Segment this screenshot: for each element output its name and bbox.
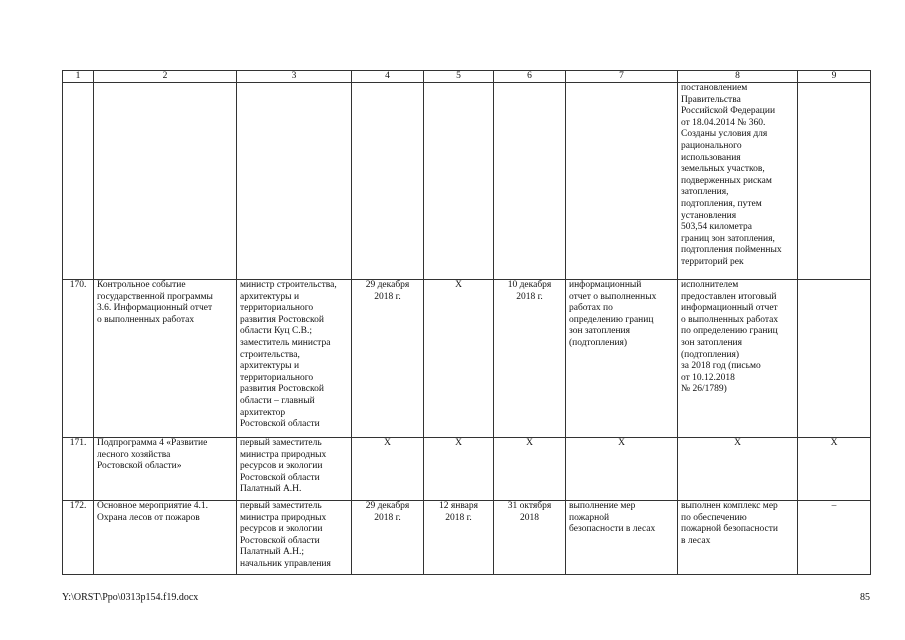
planned-date-cell: 29 декабря 2018 г. bbox=[352, 501, 424, 575]
reason-cell: Х bbox=[798, 438, 871, 501]
responsible-cell: первый заместитель министра природных ресурсов и экологии Ростовской области Палатный А.Н. bbox=[237, 438, 352, 501]
reason-cell bbox=[798, 280, 871, 438]
column-number: 3 bbox=[237, 71, 352, 83]
event-name-cell: Подпрограмма 4 «Развитие лесного хозяйства Ростовской области» bbox=[94, 438, 237, 501]
reason-cell bbox=[798, 83, 871, 280]
start-date-cell: Х bbox=[424, 438, 494, 501]
file-path: Y:\ORST\Ppo\0313p154.f19.docx bbox=[62, 592, 199, 603]
actual-result-cell: постановлением Правительства Российской Федерации от 18.04.2014 № 360. Созданы условия для рационального использования земельных участков, подверженных рискам затопления, подтопления, путем установления 503,54 километра границ зон затопления, подтопления пойменных территорий рек bbox=[678, 83, 798, 280]
planned-result-cell: информационный отчет о выполненных работах по определению границ зон затопления (подтопления) bbox=[566, 280, 678, 438]
planned-date-cell bbox=[352, 83, 424, 280]
event-name-cell: Основное мероприятие 4.1. Охрана лесов от пожаров bbox=[94, 501, 237, 575]
event-name-cell: Контрольное событие государственной программы 3.6. Информационный отчет о выполненных работах bbox=[94, 280, 237, 438]
row-number: 172. bbox=[63, 501, 94, 575]
column-number-row bbox=[63, 71, 871, 83]
start-date-cell: Х bbox=[424, 280, 494, 438]
row-number bbox=[63, 83, 94, 280]
actual-result-cell: исполнителем предоставлен итоговый информационный отчет о выполненных работах по определению границ зон затопления (подтопления) за 2018 год (письмо от 10.12.2018 № 26/1789) bbox=[678, 280, 798, 438]
actual-result-cell: выполнен комплекс мер по обеспечению пожарной безопасности в лесах bbox=[678, 501, 798, 575]
row-number: 171. bbox=[63, 438, 94, 501]
table-row bbox=[63, 280, 871, 438]
start-date-cell bbox=[424, 83, 494, 280]
row-number: 170. bbox=[63, 280, 94, 438]
table-row bbox=[63, 83, 871, 280]
column-number: 6 bbox=[494, 71, 566, 83]
column-number: 8 bbox=[678, 71, 798, 83]
reason-cell: – bbox=[798, 501, 871, 575]
start-date-cell: 12 января 2018 г. bbox=[424, 501, 494, 575]
actual-date-cell: Х bbox=[494, 438, 566, 501]
column-number: 9 bbox=[798, 71, 871, 83]
column-number: 7 bbox=[566, 71, 678, 83]
column-number: 4 bbox=[352, 71, 424, 83]
planned-date-cell: 29 декабря 2018 г. bbox=[352, 280, 424, 438]
responsible-cell: первый заместитель министра природных ресурсов и экологии Ростовской области Палатный А.Н.; начальник управления bbox=[237, 501, 352, 575]
actual-date-cell: 31 октября 2018 bbox=[494, 501, 566, 575]
actual-date-cell: 10 декабря 2018 г. bbox=[494, 280, 566, 438]
table-row bbox=[63, 501, 871, 575]
planned-result-cell: Х bbox=[566, 438, 678, 501]
event-name-cell bbox=[94, 83, 237, 280]
responsible-cell: министр строительства, архитектуры и территориального развития Ростовской области Куц С.В.; заместитель министра строительства, архитектуры и территориального развития Ростовской области – главный архитектор Ростовской области bbox=[237, 280, 352, 438]
planned-date-cell: Х bbox=[352, 438, 424, 501]
responsible-cell bbox=[237, 83, 352, 280]
column-number: 2 bbox=[94, 71, 237, 83]
column-number: 5 bbox=[424, 71, 494, 83]
column-number: 1 bbox=[63, 71, 94, 83]
planned-result-cell: выполнение мер пожарной безопасности в лесах bbox=[566, 501, 678, 575]
page-number: 85 bbox=[860, 592, 870, 603]
table-row bbox=[63, 438, 871, 501]
actual-result-cell: Х bbox=[678, 438, 798, 501]
planned-result-cell bbox=[566, 83, 678, 280]
report-table bbox=[62, 70, 871, 575]
actual-date-cell bbox=[494, 83, 566, 280]
